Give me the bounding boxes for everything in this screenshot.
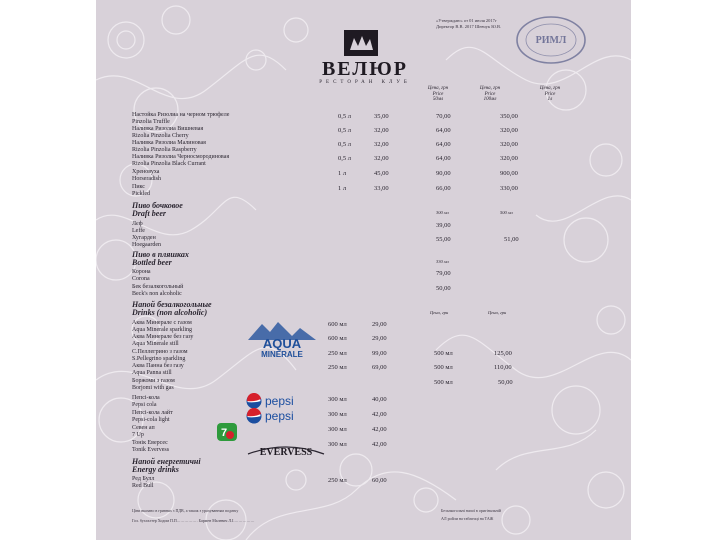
footer-note-1: Ціни вказано в гривнях з ПДВ, а також з урахуванням податку — [132, 508, 239, 513]
section-title-energy: Напой енергетичні Energy drinks — [132, 457, 201, 474]
list-item: Наливка Ризолиа Малиновая Rizolia Pinzolia Raspberry 0,5 л 32,00 64,00 320,00 — [132, 140, 518, 153]
svg-text:EVERVESS: EVERVESS — [259, 447, 313, 458]
brand-logo-icon — [344, 30, 378, 56]
list-item: Пикс Pickled 1 л 33,00 66,00 330,00 — [132, 184, 518, 197]
pepsi-logo-icon — [246, 393, 320, 409]
list-item: Хугарден Hoegaarden 55,00 51,00 — [132, 235, 519, 248]
list-item: С.Пеллегрино з газом S.Pellegrino sparkling 250 мл 99,00 500 мл 125,00 — [132, 349, 512, 362]
list-item: Тонік Еверсес Tonik Evervess 300 мл 42,00 — [132, 440, 387, 453]
list-item: Аква Минерале с газом Aqua Minerale sparkling 600 мл 29,00 — [132, 320, 387, 333]
bottled-header-1: 330 мл — [436, 259, 449, 264]
svg-text:pepsi: pepsi — [265, 409, 294, 423]
list-item: Настойка Ризолиа на черном трюфеле Pinzolia Truffle 0,5 л 35,00 70,00 350,00 — [132, 112, 518, 125]
list-item: Бек безалкогольный Beck's non alcoholic 50,00 — [132, 284, 451, 297]
list-item: Ред Булл Red Bull 250 мл 60,00 — [132, 476, 387, 489]
approval-line-2: Директор В.В. 2017 Шевчук Ю.В. — [436, 24, 502, 29]
col-header-100: Цена, грн Price 100мл — [479, 86, 501, 102]
list-item: Аква Минерале без газу Aqua Minerale still 600 мл 29,00 — [132, 334, 387, 347]
brand-name: ВЕЛЮР — [321, 58, 409, 80]
col-header-1l: Цена, грн Price 1л — [539, 86, 561, 102]
list-item: Корона Corona 79,00 — [132, 269, 451, 282]
svg-text:7: 7 — [220, 427, 228, 439]
list-item: Леф Leffe 39,00 — [132, 221, 451, 234]
list-item: Аква Панна без газу Aqua Panna still 250 мл 69,00 500 мл 110,00 — [132, 363, 512, 376]
draft-header-2: 500 мл — [500, 210, 513, 215]
section-title-soft: Напой безалкогольные Drinks (non alcoholic) — [132, 300, 212, 317]
menu-sheet — [96, 0, 631, 540]
evervess-logo-icon — [246, 440, 326, 460]
col-header-50: Цена, грн Price 50мл — [427, 86, 449, 102]
svg-text:AQUA: AQUA — [262, 336, 302, 351]
section-title-bottled: Пиво в пляшках Bottled beer — [132, 250, 189, 267]
soft-header-2: Цена, грн — [488, 310, 507, 315]
list-item: Севен ап 7 Up 300 мл 42,00 — [132, 425, 387, 438]
list-item: Боржоми з газом Borjomi with gas 500 мл 50,00 — [132, 378, 513, 391]
approval-line-1: «Утверждаю» от 01 июля 2017г — [436, 18, 497, 23]
section-title-draft: Пиво бочковое Draft beer — [132, 201, 183, 218]
aqua-minerale-logo-icon — [244, 318, 320, 358]
footer-note-2: Гол. бухгалтер Ходим П.П.…………… Бармен Малевич Л.І.…………… — [132, 518, 255, 523]
draft-header-1: 300 мл — [436, 210, 449, 215]
list-item: Пепсі-кола Pepsi cola 300 мл 40,00 — [132, 395, 387, 408]
list-item: Наливка Ризолиа Черносмородиновая Rizolia Pinzolia Black Currant 0,5 л 32,00 64,00 320,00 — [132, 154, 518, 167]
pepsi-light-logo-icon — [246, 408, 320, 424]
footer-note-3: Безалкогольні напої в оригінальній — [441, 508, 501, 513]
footer-note-4: АЛ ройли на табличці на ТАЖ — [441, 516, 494, 521]
list-item: Пепсі-кола лайт Pepsi-cola light 300 мл 42,00 — [132, 410, 387, 423]
7up-logo-icon — [216, 422, 238, 442]
brand-subtitle: РЕСТОРАН КЛУБ — [319, 80, 411, 85]
svg-text:MINERALE: MINERALE — [261, 350, 303, 358]
company-stamp — [514, 14, 588, 66]
list-item: Хреновуха Horseradish 1 л 45,00 90,00 900,00 — [132, 169, 518, 182]
svg-text:pepsi: pepsi — [265, 394, 294, 408]
soft-header-1: Цена, грн — [430, 310, 449, 315]
list-item: Наливка Ризолиа Вишневая Rizolia Pinzolia Cherry 0,5 л 32,00 64,00 320,00 — [132, 126, 518, 139]
svg-text:РИМЛ: РИМЛ — [535, 35, 567, 46]
